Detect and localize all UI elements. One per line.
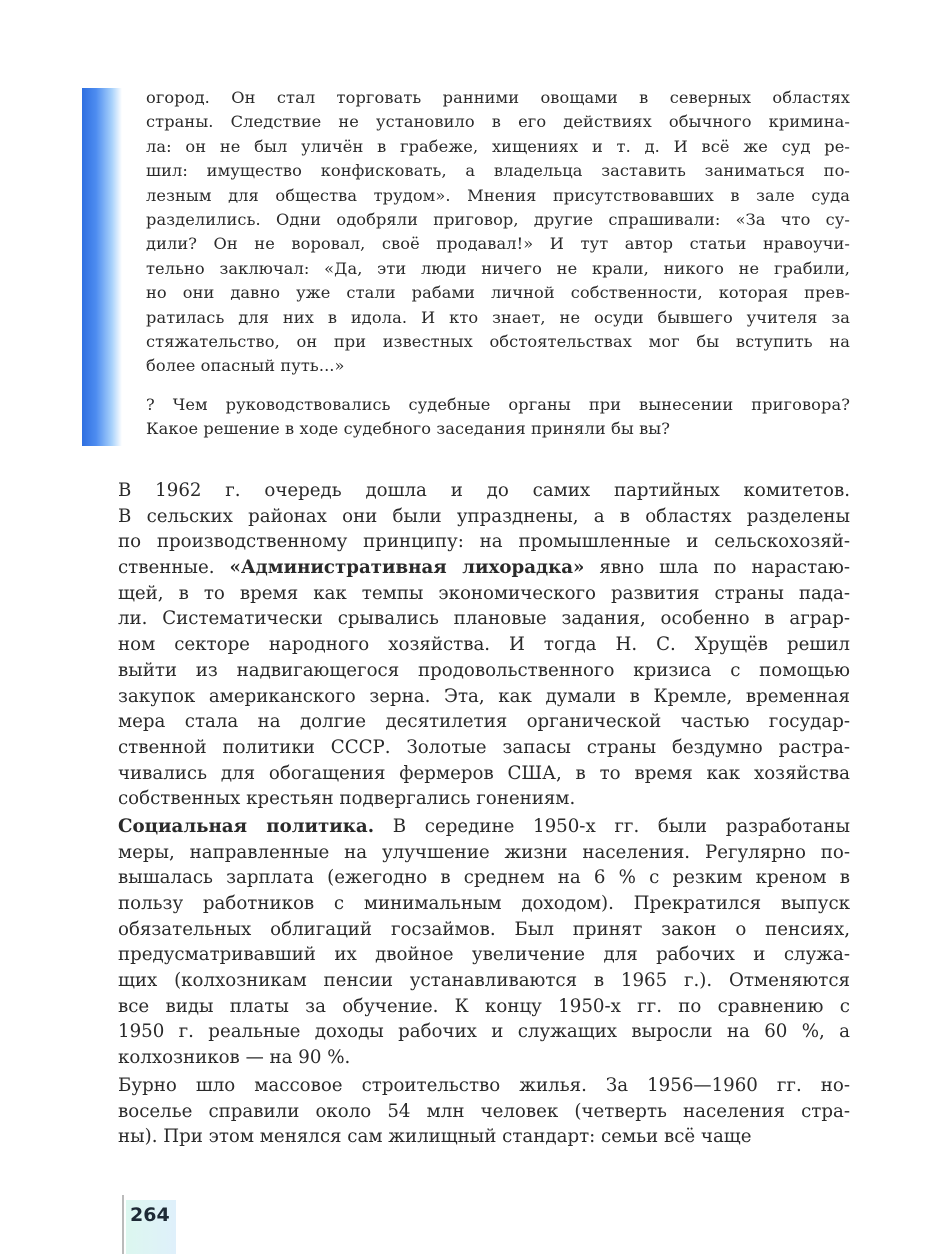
question	[146, 393, 850, 442]
paragraph	[118, 478, 850, 812]
text-line: чивались для обогащения фермеров США, в то время как хозяйства	[118, 762, 850, 784]
text-line	[118, 814, 850, 840]
text-line: разделились. Одни одобряли приговор, другие спрашивали: «За что су-	[146, 209, 850, 229]
text-line: меры, направленные на улучшение жизни населения. Регулярно по-	[118, 841, 850, 863]
text-line: более опасный путь...»	[146, 356, 345, 376]
text-line: собственных крестьян подвергались гонениям.	[118, 788, 576, 810]
text-line: обязательных облигаций госзаймов. Был принят закон о пенсиях,	[118, 918, 850, 940]
text-line	[118, 555, 850, 581]
bold-term: «Административная лихорадка»	[229, 557, 585, 579]
text-line: закупок американского зерна. Эта, как думали в Кремле, временная	[118, 685, 850, 707]
text-line: предусматривавший их двойное увеличение для рабочих и служа-	[118, 944, 850, 966]
text-line: щих (колхозникам пенсии устанавливаются в 1965 г.). Отменяются	[118, 970, 850, 992]
text-line: Бурно шло массовое строительство жилья. За 1956—1960 гг. но-	[118, 1074, 850, 1096]
text-line: тельно заключал: «Да, эти люди ничего не крали, никого не грабили,	[146, 258, 850, 278]
paragraph	[118, 814, 850, 1071]
text-line: щей, в то время как темпы экономического развития страны пада-	[118, 582, 850, 604]
text-line: дили? Он не воровал, своё продавал!» И тут автор статьи нравоучи-	[146, 234, 850, 254]
text-segment: В середине 1950-х гг. были разработаны	[374, 815, 850, 837]
text-line: шил: имущество конфисковать, а владельца заставить заниматься по-	[146, 161, 850, 181]
text-line: ? Чем руководствовались судебные органы при вынесении приговора?	[146, 394, 850, 414]
text-line: но они давно уже стали рабами личной собственности, которая прев-	[146, 283, 850, 303]
text-line: воселье справили около 54 млн человек (четверть населения стра-	[118, 1100, 850, 1122]
text-line: Какое решение в ходе судебного заседания приняли бы вы?	[146, 419, 671, 439]
text-line: мера стала на долгие десятилетия органической частью государ-	[118, 711, 850, 733]
text-line: ны). При этом менялся сам жилищный стандарт: семьи всё чаще	[118, 1126, 752, 1148]
page-number: 264	[130, 1204, 170, 1226]
text-line: огород. Он стал торговать ранними овощами в северных областях	[146, 88, 850, 107]
text-line: ратилась для них в идола. И кто знает, не осуди бывшего учителя за	[146, 307, 850, 327]
text-line: стяжательство, он при известных обстоятельствах мог бы вступить на	[146, 331, 850, 351]
text-line: вышалась зарплата (ежегодно в среднем на 6 % с резким креном в	[118, 867, 850, 889]
text-line: страны. Следствие не установило в его действиях обычного кримина-	[146, 112, 850, 132]
main-text	[118, 478, 850, 1150]
text-line: выйти из надвигающегося продовольственного кризиса с помощью	[118, 659, 850, 681]
text-line: колхозников — на 90 %.	[118, 1047, 351, 1069]
text-segment: явно шла по нарастаю-	[584, 557, 851, 579]
text-line: все виды платы за обучение. К концу 1950-х гг. по сравнению с	[118, 995, 850, 1017]
paragraph	[118, 1073, 850, 1150]
text-line: ла: он не был уличён в грабеже, хищениях и т. д. И всё же суд ре-	[146, 136, 850, 156]
text-line: ственной политики СССР. Золотые запасы страны бездумно растра-	[118, 736, 850, 758]
text-line: В сельских районах они были упразднены, а в областях разделены	[118, 505, 850, 527]
text-line: пользу работников с минимальным доходом). Прекратился выпуск	[118, 893, 850, 914]
text-line: 1950 г. реальные доходы рабочих и служащих выросли на 60 %, а	[118, 1021, 850, 1043]
text-segment: ственные.	[118, 557, 230, 579]
sidebox-accent-bar	[82, 88, 122, 446]
bold-term: Социальная политика.	[118, 815, 375, 837]
text-line: ли. Систематически срывались плановые задания, особенно в аграр-	[118, 608, 850, 630]
text-line: В 1962 г. очередь дошла и до самих партийных комитетов.	[118, 480, 850, 501]
page-number-rule	[122, 1195, 124, 1254]
document-excerpt-box	[146, 86, 850, 441]
text-line: лезным для общества трудом». Мнения присутствовавших в зале суда	[146, 185, 850, 205]
text-line: ном секторе народного хозяйства. И тогда Н. С. Хрущёв решил	[118, 634, 850, 656]
text-line: по производственному принципу: на промышленные и сельскохозяй-	[118, 531, 850, 553]
